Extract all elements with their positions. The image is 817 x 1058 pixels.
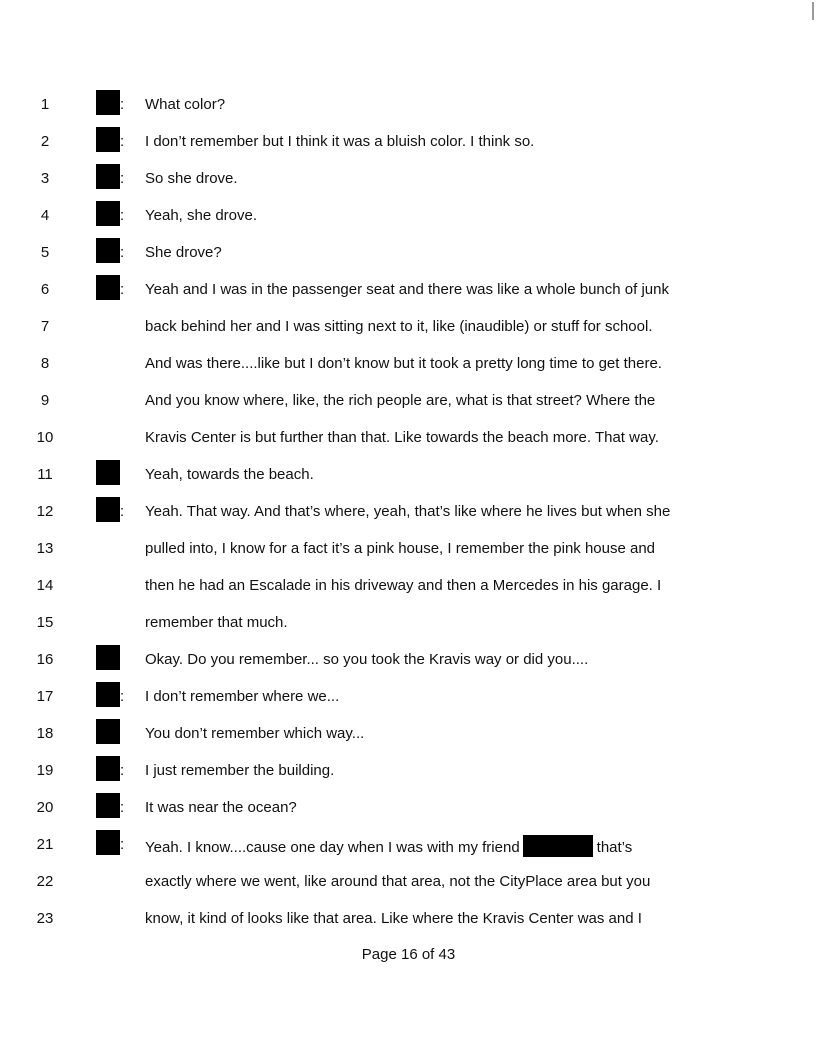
line-text: I don’t remember but I think it was a bluish color. I think so. xyxy=(145,133,535,150)
speaker-colon: : xyxy=(120,170,125,187)
line-text: And you know where, like, the rich people are, what is that street? Where the xyxy=(145,392,656,409)
transcript-line xyxy=(0,835,817,872)
line-text: then he had an Escalade in his driveway and then a Mercedes in his garage. I xyxy=(145,577,662,594)
speaker-colon: : xyxy=(120,688,125,705)
transcript-line xyxy=(0,354,817,391)
speaker-redaction xyxy=(96,756,120,781)
line-number: 19 xyxy=(36,762,54,779)
line-number: 6 xyxy=(40,281,50,298)
line-text: Yeah, she drove. xyxy=(145,207,258,224)
speaker-redaction xyxy=(96,497,120,522)
transcript-line xyxy=(0,428,817,465)
line-number: 2 xyxy=(40,133,50,150)
line-text: know, it kind of looks like that area. Like where the Kravis Center was and I xyxy=(145,910,642,927)
speaker-colon: : xyxy=(120,244,125,261)
line-number: 3 xyxy=(40,170,50,187)
line-number: 7 xyxy=(40,318,50,335)
line-number: 1 xyxy=(40,96,50,113)
transcript-line xyxy=(0,132,817,169)
speaker-colon: : xyxy=(120,96,125,113)
line-text: Okay. Do you remember... so you took the Kravis way or did you.... xyxy=(145,651,589,668)
transcript-line xyxy=(0,243,817,280)
speaker-colon: : xyxy=(120,836,125,853)
line-number: 23 xyxy=(36,910,54,927)
line-number: 22 xyxy=(36,873,54,890)
speaker-redaction xyxy=(96,682,120,707)
line-text xyxy=(145,835,632,858)
transcript-line xyxy=(0,909,817,946)
line-number: 20 xyxy=(36,799,54,816)
line-text: remember that much. xyxy=(145,614,288,631)
line-text: I don’t remember where we... xyxy=(145,688,340,705)
line-text-after: that’s xyxy=(596,839,633,856)
transcript-line xyxy=(0,280,817,317)
line-number: 21 xyxy=(36,836,54,853)
transcript-line xyxy=(0,465,817,502)
transcript-line xyxy=(0,169,817,206)
speaker-redaction xyxy=(96,719,120,744)
line-text: exactly where we went, like around that area, not the CityPlace area but you xyxy=(145,873,651,890)
page-number: Page 16 of 43 xyxy=(361,946,456,963)
name-redaction xyxy=(523,835,593,857)
speaker-redaction xyxy=(96,201,120,226)
speaker-colon: : xyxy=(120,503,125,520)
speaker-redaction xyxy=(96,90,120,115)
transcript-line xyxy=(0,687,817,724)
line-text: And was there....like but I don’t know but it took a pretty long time to get there. xyxy=(145,355,662,372)
transcript-line xyxy=(0,391,817,428)
line-text-before: Yeah. I know....cause one day when I was with my friend xyxy=(145,839,520,856)
line-text: I just remember the building. xyxy=(145,762,335,779)
speaker-redaction xyxy=(96,164,120,189)
line-text: So she drove. xyxy=(145,170,238,187)
line-text: Yeah. That way. And that’s where, yeah, that’s like where he lives but when she xyxy=(145,503,671,520)
line-text: What color? xyxy=(145,96,226,113)
speaker-colon: : xyxy=(120,207,125,224)
speaker-redaction xyxy=(96,793,120,818)
speaker-colon: : xyxy=(120,133,125,150)
line-number: 13 xyxy=(36,540,54,557)
line-number: 12 xyxy=(36,503,54,520)
speaker-colon: : xyxy=(120,281,125,298)
speaker-redaction xyxy=(96,645,120,670)
speaker-redaction xyxy=(96,830,120,855)
line-number: 18 xyxy=(36,725,54,742)
speaker-redaction xyxy=(96,127,120,152)
transcript-line xyxy=(0,317,817,354)
transcript-line xyxy=(0,206,817,243)
line-number: 8 xyxy=(40,355,50,372)
line-text: pulled into, I know for a fact it’s a pink house, I remember the pink house and xyxy=(145,540,656,557)
line-text: Kravis Center is but further than that. Like towards the beach more. That way. xyxy=(145,429,659,446)
line-number: 15 xyxy=(36,614,54,631)
line-number: 5 xyxy=(40,244,50,261)
transcript-line xyxy=(0,798,817,835)
line-number: 14 xyxy=(36,577,54,594)
speaker-colon: : xyxy=(120,762,125,779)
line-text: She drove? xyxy=(145,244,222,261)
line-text: Yeah, towards the beach. xyxy=(145,466,314,483)
line-number: 17 xyxy=(36,688,54,705)
transcript-line xyxy=(0,539,817,576)
transcript-line xyxy=(0,872,817,909)
scan-mark xyxy=(812,2,814,20)
transcript-line xyxy=(0,724,817,761)
line-text: Yeah and I was in the passenger seat and there was like a whole bunch of junk xyxy=(145,281,669,298)
transcript-line xyxy=(0,650,817,687)
line-number: 4 xyxy=(40,207,50,224)
speaker-redaction xyxy=(96,460,120,485)
speaker-colon: : xyxy=(120,799,125,816)
line-text: You don’t remember which way... xyxy=(145,725,365,742)
transcript-line xyxy=(0,502,817,539)
line-number: 16 xyxy=(36,651,54,668)
line-text: back behind her and I was sitting next to it, like (inaudible) or stuff for school. xyxy=(145,318,653,335)
line-text: It was near the ocean? xyxy=(145,799,297,816)
speaker-redaction xyxy=(96,275,120,300)
line-number: 10 xyxy=(36,429,54,446)
line-number: 9 xyxy=(40,392,50,409)
transcript-line xyxy=(0,95,817,132)
transcript-line xyxy=(0,576,817,613)
transcript-line xyxy=(0,613,817,650)
transcript-line xyxy=(0,761,817,798)
speaker-redaction xyxy=(96,238,120,263)
line-number: 11 xyxy=(37,466,53,483)
